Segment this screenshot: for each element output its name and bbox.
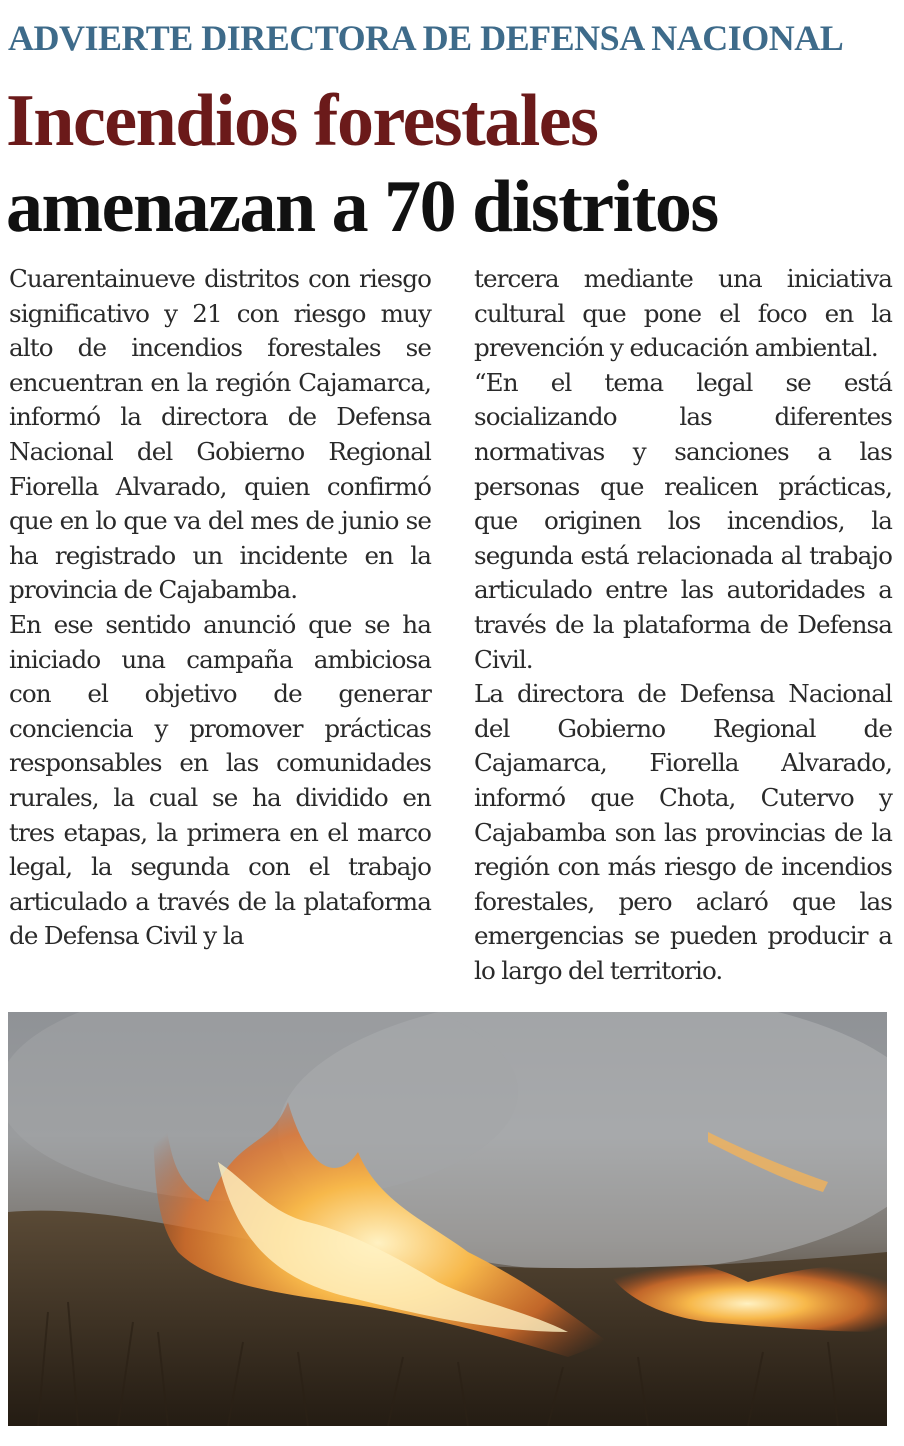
forest-fire-photo <box>8 1012 887 1426</box>
article-headline <box>6 78 901 250</box>
headline-line-2: amenazan a 70 distritos <box>6 166 718 248</box>
article-column-left <box>9 262 431 954</box>
paragraph: La directora de Defensa Nacional del Gobierno Regional de Cajamarca, Fiorella Alvarado, informó que Chota, Cutervo y Cajabamba son las provincias de la región con más riesgo de incendios forestales, pero aclaró que las emergencias se pueden producir a lo largo del territorio. <box>474 679 892 985</box>
paragraph: En ese sentido anunció que se ha iniciado una campaña ambiciosa con el objetivo de generar conciencia y promover prácticas responsables en las comunidades rurales, la cual se ha dividido en tres etapas, la primera en el marco legal, la segunda con el trabajo articulado a través de la plataforma de Defensa Civil y la <box>9 609 431 951</box>
paragraph: Cuarentainueve distritos con riesgo significativo y 21 con riesgo muy alto de incendios forestales se encuentran en la región Cajamarca, informó la directora de Defensa Nacional del Gobierno Regional Fiorella Alvarado, quien confirmó que en lo que va del mes de junio se ha registrado un incidente en la provincia de Cajabamba. <box>9 264 431 605</box>
paragraph: tercera mediante una iniciativa cultural que pone el foco en la prevención y educación ambiental. <box>474 264 892 363</box>
article-column-right <box>474 262 892 988</box>
paragraph: “En el tema legal se está socializando las diferentes normativas y sanciones a las personas que realicen prácticas, que originen los incendios, la segunda está relacionada al trabajo articulado entre las autoridades a través de la plataforma de Defensa Civil. <box>474 367 892 674</box>
headline-line-1: Incendios forestales <box>6 80 598 162</box>
article-kicker: ADVIERTE DIRECTORA DE DEFENSA NACIONAL <box>8 18 844 58</box>
forest-fire-icon <box>8 1012 887 1426</box>
